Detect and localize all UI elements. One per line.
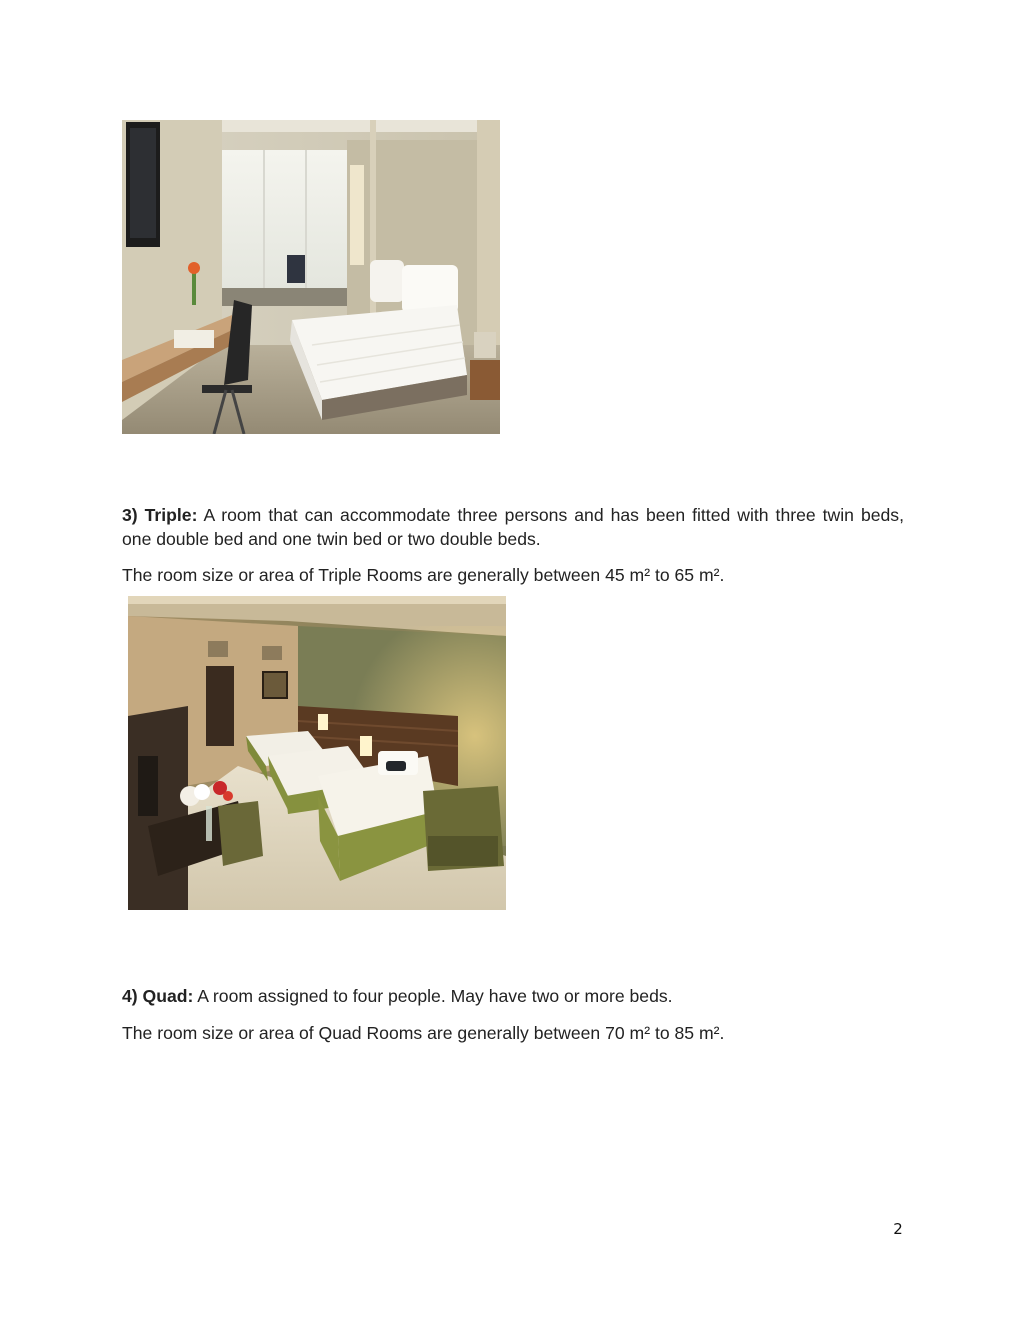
quad-text: A room assigned to four people. May have two or more beds. — [193, 986, 673, 1006]
quad-size-text: The room size or area of Quad Rooms are generally between 70 m² to 85 m². — [122, 1023, 725, 1043]
triple-label: 3) Triple: — [122, 505, 198, 525]
triple-room-photo — [128, 596, 506, 910]
triple-size-text: The room size or area of Triple Rooms are generally between 45 m² to 65 m². — [122, 565, 725, 585]
triple-description — [122, 503, 904, 551]
page-number: 2 — [893, 1220, 903, 1238]
quad-label: 4) Quad: — [122, 986, 194, 1006]
quad-description — [122, 984, 904, 1008]
double-room-photo — [122, 120, 500, 434]
triple-text: A room that can accommodate three persons and has been fitted with three twin beds, one double bed and one twin bed or two double beds. — [122, 505, 904, 549]
